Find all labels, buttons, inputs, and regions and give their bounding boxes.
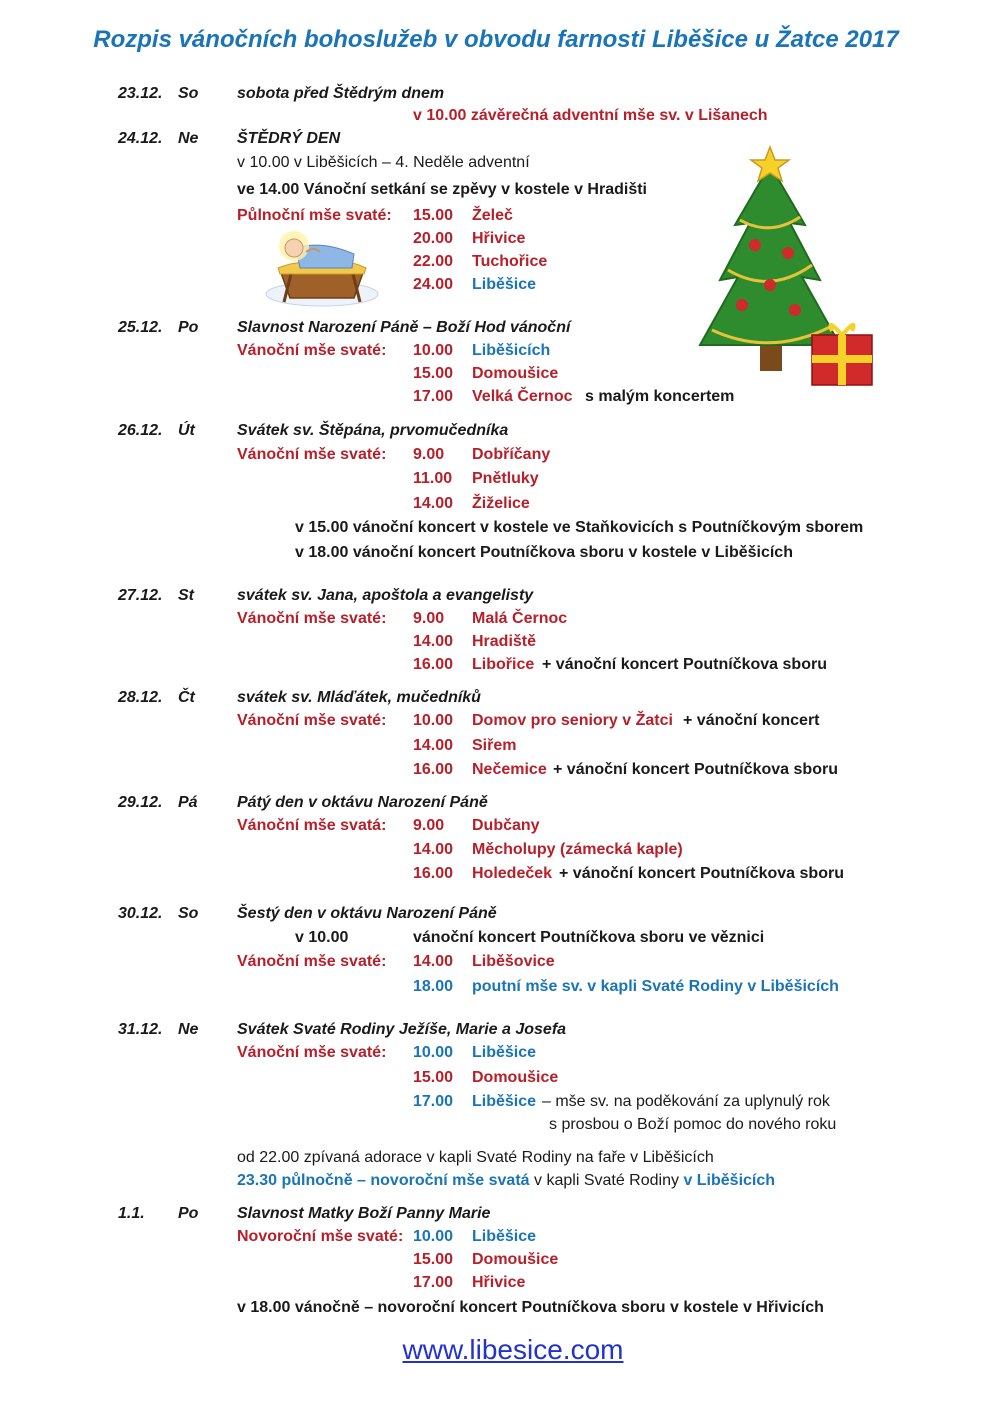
feast-26-12: Svátek sv. Štěpána, prvomučedníka	[237, 422, 509, 439]
day-27-12: St	[178, 587, 194, 604]
mass-extra: + vánoční koncert	[683, 712, 820, 729]
mass-place: Libořice	[472, 656, 535, 673]
mass-place: Liběšice	[472, 1228, 537, 1245]
mass-time: 15.00	[413, 365, 454, 382]
mass-place: Hřivice	[472, 1274, 526, 1291]
mass-place: Dobříčany	[472, 446, 551, 463]
midnight-mass-text: 23.30 půlnočně – novoroční mše svatá	[237, 1172, 530, 1189]
day-31-12: Ne	[178, 1021, 199, 1038]
line-30-12-concert: vánoční koncert Poutníčkova sboru ve věznici	[413, 929, 765, 946]
mass-place: Pnětluky	[472, 470, 539, 487]
date-23-12: 23.12.	[118, 85, 163, 102]
line-24-12-morning: v 10.00 v Liběšicích – 4. Neděle adventní	[237, 154, 530, 171]
label-25-12: Vánoční mše svaté:	[237, 342, 387, 359]
mass-extra: + vánoční koncert Poutníčkova sboru	[553, 761, 838, 778]
mass-extra: – mše sv. na poděkování za uplynulý rok	[542, 1093, 830, 1110]
mass-time: 17.00	[413, 1093, 454, 1110]
feast-27-12: svátek sv. Jana, apoštola a evangelisty	[237, 587, 534, 604]
mass-place: Liběšice	[472, 1093, 537, 1110]
label-30-12: Vánoční mše svaté:	[237, 953, 387, 970]
mass-time: 10.00	[413, 712, 454, 729]
mass-time: 22.00	[413, 253, 454, 270]
mass-time: 15.00	[413, 1069, 454, 1086]
mass-place: Domov pro seniory v Žatci	[472, 712, 673, 729]
mass-time: 24.00	[413, 276, 454, 293]
feast-29-12: Pátý den v oktávu Narození Páně	[237, 794, 488, 811]
date-29-12: 29.12.	[118, 794, 163, 811]
mass-place: Liběšice	[472, 1044, 537, 1061]
date-30-12: 30.12.	[118, 905, 163, 922]
mass-time: 20.00	[413, 230, 454, 247]
line-31-12-midnight	[237, 1173, 775, 1189]
mass-time: 14.00	[413, 495, 454, 512]
mass-time: 15.00	[413, 1251, 454, 1268]
mass-place: Domoušice	[472, 1069, 559, 1086]
mass-time: 16.00	[413, 865, 454, 882]
date-26-12: 26.12.	[118, 422, 163, 439]
mass-place: Liběšice	[472, 276, 537, 293]
line-23-12-mass: v 10.00 závěrečná adventní mše sv. v Lišanech	[413, 107, 768, 124]
midnight-mass-chapel: v kapli Svaté Rodiny	[534, 1172, 679, 1189]
mass-time: 11.00	[413, 470, 453, 487]
mass-time: 14.00	[413, 841, 454, 858]
mass-time: 10.00	[413, 1228, 454, 1245]
date-31-12: 31.12.	[118, 1021, 163, 1038]
feast-24-12: ŠTĚDRÝ DEN	[237, 130, 341, 147]
day-25-12: Po	[178, 319, 199, 336]
feast-28-12: svátek sv. Mláďátek, mučedníků	[237, 689, 481, 706]
mass-time: 10.00	[413, 1044, 454, 1061]
feast-31-12: Svátek Svaté Rodiny Ježíše, Marie a Josefa	[237, 1021, 567, 1038]
mass-time: 17.00	[413, 1274, 454, 1291]
mass-time: 9.00	[413, 446, 445, 463]
label-28-12: Vánoční mše svaté:	[237, 712, 387, 729]
mass-time: 16.00	[413, 656, 454, 673]
mass-place: Siřem	[472, 737, 517, 754]
mass-extra-cont: s prosbou o Boží pomoc do nového roku	[549, 1116, 837, 1133]
mass-time: 14.00	[413, 633, 454, 650]
day-30-12: So	[178, 905, 199, 922]
feast-23-12: sobota před Štědrým dnem	[237, 85, 445, 102]
mass-time: 14.00	[413, 953, 454, 970]
label-26-12: Vánoční mše svaté:	[237, 446, 387, 463]
mass-place: Želeč	[472, 207, 513, 224]
date-27-12: 27.12.	[118, 587, 163, 604]
day-28-12: Čt	[178, 689, 195, 706]
midnight-mass-place: v Liběšicích	[683, 1172, 776, 1189]
mass-extra: + vánoční koncert Poutníčkova sboru	[559, 865, 844, 882]
mass-time: 10.00	[413, 342, 454, 359]
mass-place: Malá Černoc	[472, 610, 568, 627]
feast-25-12: Slavnost Narození Páně – Boží Hod vánoční	[237, 319, 571, 336]
line-26-12-concert-2: v 18.00 vánoční koncert Poutníčkova sboru v kostele v Liběšicích	[295, 544, 793, 561]
mass-time: 9.00	[413, 610, 445, 627]
label-24-12: Půlnoční mše svaté:	[237, 207, 392, 224]
mass-place: Hřivice	[472, 230, 526, 247]
date-28-12: 28.12.	[118, 689, 163, 706]
feast-30-12: Šestý den v oktávu Narození Páně	[237, 905, 497, 922]
mass-time: 16.00	[413, 761, 454, 778]
mass-place: Hradiště	[472, 633, 537, 650]
page-title: Rozpis vánočních bohoslužeb v obvodu farnosti Liběšice u Žatce 2017	[93, 26, 899, 53]
line-31-12-adoration: od 22.00 zpívaná adorace v kapli Svaté Rodiny na faře v Liběšicích	[237, 1149, 714, 1166]
mass-place: poutní mše sv. v kapli Svaté Rodiny v Liběšicích	[472, 978, 839, 995]
line-30-12-time: v 10.00	[295, 929, 349, 946]
mass-place: Nečemice	[472, 761, 547, 778]
mass-place: Holedeček	[472, 865, 553, 882]
website-link-text[interactable]: www.libesice.com	[402, 1334, 624, 1365]
line-24-12-hradiste: ve 14.00 Vánoční setkání se zpěvy v kostele v Hradišti	[237, 181, 647, 198]
day-24-12: Ne	[178, 130, 199, 147]
mass-time: 9.00	[413, 817, 445, 834]
mass-time: 17.00	[413, 388, 454, 405]
line-26-12-concert-1: v 15.00 vánoční koncert v kostele ve Staňkovicích s Poutníčkovým sborem	[295, 519, 864, 536]
mass-time: 15.00	[413, 207, 454, 224]
mass-place: Velká Černoc	[472, 388, 573, 405]
mass-extra: + vánoční koncert Poutníčkova sboru	[542, 656, 827, 673]
mass-place: Domoušice	[472, 1251, 559, 1268]
day-29-12: Pá	[178, 794, 198, 811]
mass-place: Tuchořice	[472, 253, 548, 270]
mass-place: Měcholupy (zámecká kaple)	[472, 841, 683, 858]
day-23-12: So	[178, 85, 199, 102]
mass-extra: s malým koncertem	[585, 388, 735, 405]
mass-place: Žiželice	[472, 495, 530, 512]
date-25-12: 25.12.	[118, 319, 163, 336]
label-31-12: Vánoční mše svaté:	[237, 1044, 387, 1061]
day-01-01: Po	[178, 1205, 199, 1222]
label-01-01: Novoroční mše svaté:	[237, 1228, 404, 1245]
mass-time: 18.00	[413, 978, 454, 995]
label-29-12: Vánoční mše svatá:	[237, 817, 387, 834]
mass-place: Domoušice	[472, 365, 559, 382]
mass-time: 14.00	[413, 737, 454, 754]
line-01-01-concert: v 18.00 vánočně – novoroční koncert Poutníčkova sboru v kostele v Hřivicích	[237, 1299, 824, 1316]
mass-place: Liběšovice	[472, 953, 555, 970]
nativity-manger-icon	[262, 222, 380, 308]
date-24-12: 24.12.	[118, 130, 163, 147]
feast-01-01: Slavnost Matky Boží Panny Marie	[237, 1205, 491, 1222]
christmas-tree-icon	[680, 145, 880, 390]
date-01-01: 1.1.	[118, 1205, 145, 1222]
label-27-12: Vánoční mše svaté:	[237, 610, 387, 627]
mass-place: Liběšicích	[472, 342, 551, 359]
mass-place: Dubčany	[472, 817, 540, 834]
website-link[interactable]	[0, 1336, 992, 1364]
day-26-12: Út	[178, 422, 195, 439]
